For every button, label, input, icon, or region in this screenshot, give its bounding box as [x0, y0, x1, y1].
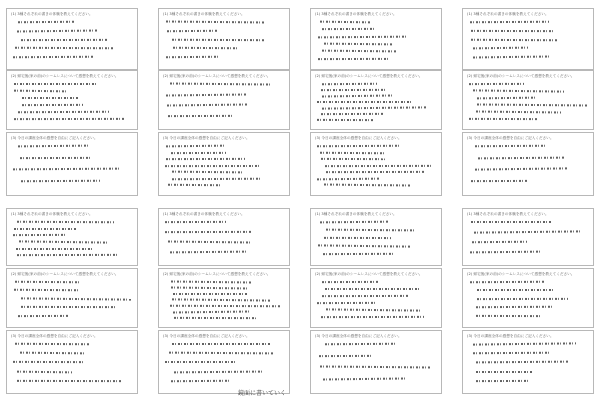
card-question: (3) 今日の講座全体の感想を自由にご記入ください。 [467, 136, 554, 140]
handwritten-line [167, 104, 247, 107]
handwritten-line [18, 145, 88, 148]
handwritten-line [320, 366, 430, 369]
survey-card [158, 208, 290, 266]
handwritten-line [321, 89, 386, 91]
handwritten-line [325, 343, 396, 345]
handwritten-line [319, 354, 372, 356]
survey-card [310, 70, 442, 130]
handwritten-line [18, 314, 69, 316]
handwritten-line [166, 20, 265, 23]
handwritten-line [167, 30, 218, 32]
survey-card [6, 268, 138, 328]
handwritten-line [476, 111, 561, 114]
handwritten-line [477, 289, 555, 291]
handwritten-line [475, 145, 547, 147]
handwritten-line [322, 106, 427, 109]
handwritten-line [173, 293, 248, 295]
handwritten-line [321, 158, 385, 160]
handwritten-line [317, 302, 375, 304]
survey-card [310, 208, 442, 266]
handwritten-line [20, 156, 91, 158]
handwritten-line [318, 244, 411, 247]
handwritten-line [325, 288, 421, 290]
handwritten-line [20, 352, 86, 355]
handwritten-line [169, 352, 273, 355]
handwritten-line [14, 118, 125, 120]
handwritten-line [18, 111, 109, 114]
handwritten-line [22, 104, 83, 106]
handwritten-line [170, 251, 246, 254]
handwritten-line [14, 289, 80, 291]
survey-card [462, 8, 594, 70]
survey-card [462, 268, 594, 328]
handwritten-line [476, 371, 532, 373]
handwritten-line [322, 95, 392, 98]
handwritten-line [320, 21, 371, 24]
card-question: (3) 今日の講座全体の感想を自由にご記入ください。 [467, 334, 554, 338]
card-question: (2) 帰宅後(家の前)のシームレスについて感想を教えてください。 [467, 272, 575, 276]
handwritten-line [472, 241, 527, 244]
handwritten-line [165, 231, 252, 233]
handwritten-line [173, 47, 237, 50]
handwritten-line [165, 165, 261, 167]
card-question: (2) 帰宅後(家の前)のシームレスについて感想を教えてください。 [315, 74, 423, 78]
card-question: (2) 帰宅後(家の前)のシームレスについて感想を教えてください。 [163, 272, 271, 276]
handwritten-line [324, 43, 392, 46]
handwritten-line [326, 229, 414, 232]
handwritten-line [318, 58, 389, 60]
handwritten-line [470, 251, 540, 254]
handwritten-line [13, 234, 65, 236]
handwritten-line [326, 171, 425, 173]
handwritten-line [470, 21, 549, 23]
handwritten-line [326, 308, 422, 311]
survey-card [158, 330, 290, 394]
handwritten-line [474, 230, 582, 233]
handwritten-line [172, 343, 270, 345]
handwritten-line [14, 83, 98, 85]
handwritten-line [166, 158, 245, 160]
handwritten-line [322, 295, 409, 297]
survey-card [462, 132, 594, 196]
handwritten-line [173, 311, 250, 314]
handwritten-line [317, 101, 412, 103]
survey-card [158, 70, 290, 130]
handwritten-line [13, 56, 93, 59]
card-question: (1) 3種それぞれの書きの体験を教えてください。 [467, 12, 549, 16]
handwritten-line [324, 237, 391, 239]
survey-card [158, 132, 290, 196]
handwritten-line [324, 184, 410, 187]
handwritten-line [170, 305, 281, 307]
handwritten-line [317, 119, 374, 121]
handwritten-line [168, 184, 222, 187]
survey-card [462, 70, 594, 130]
handwritten-line [325, 165, 433, 167]
handwritten-line [318, 35, 408, 38]
handwritten-line [473, 342, 576, 345]
survey-card [462, 208, 594, 266]
handwritten-line [476, 314, 541, 316]
handwritten-line [16, 248, 93, 250]
handwritten-line [165, 221, 226, 223]
handwritten-line [17, 221, 114, 223]
survey-card [310, 132, 442, 196]
card-question: (2) 帰宅後(家の前)のシームレスについて感想を教えてください。 [315, 272, 423, 276]
handwritten-line [171, 380, 231, 383]
handwritten-line [477, 97, 537, 100]
handwritten-line [14, 228, 77, 230]
handwritten-line [477, 298, 568, 300]
handwritten-line [322, 28, 374, 30]
survey-card [6, 70, 138, 130]
survey-card [158, 268, 290, 328]
handwritten-line [13, 361, 85, 363]
handwritten-line [17, 370, 72, 373]
handwritten-line [476, 306, 554, 309]
handwritten-line [476, 361, 568, 364]
handwritten-line [13, 168, 120, 171]
handwritten-line [166, 145, 226, 148]
handwritten-line [469, 118, 538, 120]
handwritten-line [317, 178, 380, 181]
survey-card [310, 330, 442, 394]
handwritten-line [166, 56, 218, 59]
handwritten-line [476, 380, 530, 382]
handwritten-line [18, 21, 75, 23]
handwritten-line [475, 167, 568, 170]
handwritten-line [21, 297, 131, 300]
handwritten-line [471, 30, 553, 32]
handwritten-line [473, 352, 549, 355]
handwritten-line [17, 254, 118, 256]
card-question: (1) 3種それぞれの書きの体験を教えてください。 [163, 12, 245, 16]
survey-card [310, 268, 442, 328]
handwritten-line [321, 316, 424, 318]
handwritten-line [172, 178, 261, 181]
handwritten-line [168, 241, 251, 244]
handwritten-line [473, 56, 551, 59]
handwritten-line [473, 89, 564, 92]
survey-card [462, 330, 594, 394]
card-question: (1) 3種それぞれの書きの体験を教えてください。 [467, 212, 549, 216]
handwritten-line [471, 38, 557, 40]
survey-card [310, 8, 442, 70]
handwritten-line [19, 240, 109, 243]
card-question: (2) 帰宅後(家の前)のシームレスについて感想を教えてください。 [467, 74, 575, 78]
card-question: (3) 今日の講座全体の感想を自由にご記入ください。 [315, 136, 402, 140]
handwritten-line [172, 298, 270, 301]
survey-card [6, 8, 138, 70]
card-question: (2) 帰宅後(家の前)のシームレスについて感想を教えてください。 [11, 272, 119, 276]
handwritten-line [171, 151, 226, 153]
handwritten-line [14, 90, 67, 93]
handwritten-line [15, 281, 79, 283]
handwritten-line [15, 47, 113, 49]
handwritten-line [317, 145, 400, 148]
card-question: (3) 今日の講座全体の感想を自由にご記入ください。 [163, 334, 250, 338]
card-question: (2) 帰宅後(家の前)のシームレスについて感想を教えてください。 [163, 74, 271, 78]
handwritten-line [323, 253, 393, 255]
handwritten-line [21, 306, 117, 308]
handwritten-line [171, 281, 251, 284]
handwritten-line [322, 83, 377, 86]
card-question: (1) 3種それぞれの書きの体験を教えてください。 [11, 12, 93, 16]
handwritten-line [320, 221, 389, 224]
handwritten-line [172, 171, 242, 174]
handwritten-line [473, 47, 528, 50]
card-question: (3) 今日の講座全体の感想を自由にご記入ください。 [315, 334, 402, 338]
handwritten-line [17, 29, 98, 32]
handwritten-line [166, 93, 246, 96]
handwritten-line [21, 38, 107, 40]
handwritten-line [171, 286, 249, 289]
card-question: (1) 3種それぞれの書きの体験を教えてください。 [11, 212, 93, 216]
handwritten-line [165, 361, 237, 363]
handwritten-line [469, 83, 524, 85]
card-question: (1) 3種それぞれの書きの体験を教えてください。 [163, 212, 245, 216]
handwritten-line [174, 370, 264, 373]
handwritten-line [22, 97, 79, 99]
card-question: (2) 帰宅後(家の前)のシームレスについて感想を教えてください。 [11, 74, 119, 78]
handwritten-line [478, 156, 564, 159]
handwritten-line [21, 179, 100, 182]
handwritten-line [322, 50, 396, 53]
handwritten-line [170, 83, 271, 86]
handwritten-line [172, 38, 265, 40]
handwritten-line [17, 380, 121, 382]
card-question: (3) 今日の講座全体の感想を自由にご記入ください。 [163, 136, 250, 140]
handwritten-line [320, 151, 384, 153]
handwritten-line [322, 281, 379, 283]
survey-card [6, 132, 138, 196]
handwritten-line [15, 343, 89, 345]
handwritten-line [477, 103, 588, 106]
handwritten-line [321, 113, 384, 115]
card-question: (1) 3種それぞれの書きの体験を教えてください。 [315, 212, 397, 216]
handwritten-line [168, 114, 232, 116]
card-question: (3) 今日の講座全体の感想を自由にご記入ください。 [11, 136, 98, 140]
handwritten-line [174, 317, 258, 319]
handwritten-signature: 鏡面に書いていく [238, 390, 287, 397]
card-question: (3) 今日の講座全体の感想を自由にご記入ください。 [11, 334, 98, 338]
survey-card [6, 208, 138, 266]
card-question: (1) 3種それぞれの書きの体験を教えてください。 [315, 12, 397, 16]
survey-card [6, 330, 138, 394]
handwritten-line [471, 179, 528, 181]
handwritten-line [323, 377, 406, 380]
survey-card [158, 8, 290, 70]
handwritten-line [471, 221, 551, 223]
handwritten-line [470, 281, 545, 283]
